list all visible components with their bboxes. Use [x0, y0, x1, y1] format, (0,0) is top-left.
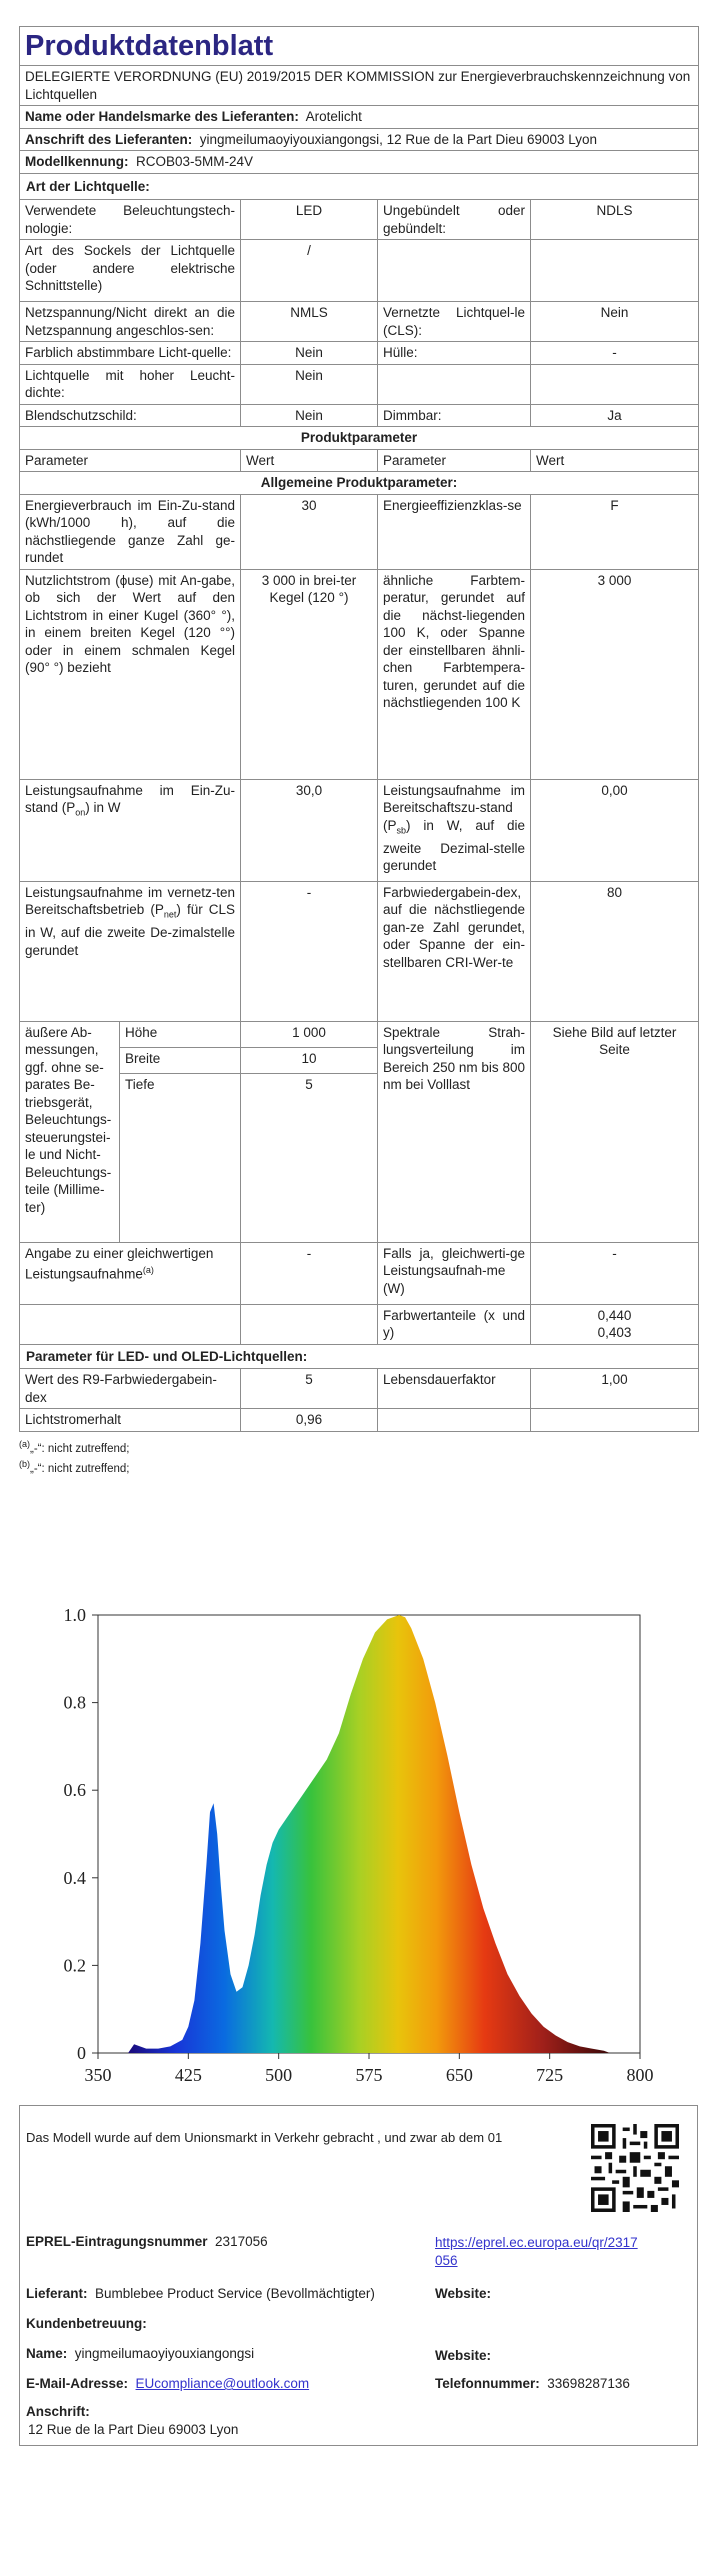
- type-row: Farblich abstimmbare Licht-quelle: Nein Hülle: -: [20, 342, 699, 365]
- footnote: $^{(b)}$„-“: nicht zutreffend;: [19, 1459, 130, 1476]
- type-row: Art des Sockels der Lichtquelle (oder andere elektrische Schnittstelle) /: [20, 240, 699, 302]
- name-row: Name: yingmeilumaoyiyouxiangongsi: [26, 2346, 255, 2361]
- x-axis: [85, 2053, 654, 2085]
- phone-row: Telefonnummer: 33698287136: [435, 2376, 630, 2391]
- y-tick-label: 1.0: [63, 1605, 86, 1625]
- x-tick-label: 350: [84, 2065, 112, 2085]
- param-row: Wert des R9-Farbwiedergabein-dex 5 Lebensdauerfaktor 1,00: [20, 1369, 699, 1409]
- led-params-title: Parameter für LED- und OLED-Lichtquellen:: [20, 1344, 699, 1369]
- param-row: Angabe zu einer gleichwertigen Leistungsaufnahme$^{(a)}$ - Falls ja, gleichwerti-ge Leistungsaufnah-me (W) -: [20, 1242, 699, 1304]
- footnotes: [19, 1436, 698, 1478]
- param-row: Farbwertanteile (x und y) 0,440 0,403: [20, 1304, 699, 1344]
- dimensions-label: äußere Ab-messungen, ggf. ohne se-parates Be-triebsgerät, Beleuchtungs-steuerungstei-le und Nicht-Beleuchtungs-teile (Millime-ter): [20, 1022, 120, 1242]
- eprel-row: EPREL-Eintragungsnummer 2317056: [26, 2234, 268, 2249]
- type-row: Lichtquelle mit hoher Leucht-dichte: Nein: [20, 364, 699, 404]
- width-value: 10: [241, 1048, 377, 1074]
- x-tick-label: 575: [355, 2065, 383, 2085]
- dimensions-row: äußere Ab-messungen, ggf. ohne se-parates Be-triebsgerät, Beleuchtungs-steuerungstei-le und Nicht-Beleuchtungs-teile (Millime-ter) Höhe Breite Tiefe 1 000 10 5 Spektrale Strah-lungsverteilung im Bereich 250 nm bis 800 nm bei Volllast Siehe Bild auf letzter Seite: [20, 1021, 699, 1242]
- address-label: Anschrift:: [26, 2404, 90, 2419]
- type-row: Blendschutzschild: Nein Dimmbar: Ja: [20, 404, 699, 427]
- email-row: E-Mail-Adresse: EUcompliance@outlook.com: [26, 2376, 310, 2391]
- y-tick-label: 0: [77, 2043, 86, 2063]
- y-tick-label: 0.6: [63, 1780, 86, 1801]
- param-row: Leistungsaufnahme im Ein-Zu-stand $(P_{on})$ in W 30,0 Leistungsaufnahme im Bereitschaftszu-stand $(P_{sb})$ in W, auf die zweite Dezimal-stelle gerundet 0,00: [20, 779, 699, 881]
- supplier-address-row: Anschrift des Lieferanten: yingmeilumaoyiyouxiangongsi, 12 Rue de la Part Dieu 69003 Lyon: [20, 128, 699, 151]
- customer-service-label: Kundenbetreuung:: [26, 2316, 147, 2331]
- param-row: Nutzlichtstrom (ϕuse) mit An-gabe, ob sich der Wert auf den Lichtstrom in einer Kugel (360° °), in einem breiten Kegel (120 °°) oder in einem schmalen Kegel (90° °) bezieht 3 000 in brei-ter Kegel (120 °) ähnliche Farbtem-peratur, gerundet auf die nächst-liegenden 100 K, oder Spanne der einstellbaren ähnli-chen Farbtempera-turen, gerundet auf die nächstliegenden 100 K 3 000: [20, 569, 699, 779]
- x-tick-label: 500: [265, 2065, 293, 2085]
- type-row: Netzspannung/Nicht direkt an die Netzspannung angeschlos-sen: NMLS Vernetzte Lichtquel-le (CLS): Nein: [20, 302, 699, 342]
- supplier-name-row: Name oder Handelsmarke des Lieferanten: Arotelicht: [20, 106, 699, 129]
- general-params-title: Allgemeine Produktparameter:: [20, 472, 699, 495]
- page-title: Produktdatenblatt: [20, 27, 699, 66]
- regulation-text: DELEGIERTE VERORDNUNG (EU) 2019/2015 DER KOMMISSION zur Energieverbrauchskennzeichnung von Lichtquellen: [20, 66, 699, 106]
- product-params-title: Produktparameter: [20, 427, 699, 450]
- y-axis: [64, 1605, 99, 2063]
- x-tick-label: 800: [626, 2065, 654, 2085]
- website-label: Website:: [435, 2286, 492, 2301]
- website-label: Website:: [435, 2348, 492, 2363]
- datasheet: [19, 26, 698, 1477]
- model-row: Modellkennung: RCOB03-5MM-24V: [20, 151, 699, 174]
- eprel-link[interactable]: https://eprel.ec.europa.eu/qr/2317056: [435, 2235, 638, 2268]
- x-tick-label: 725: [536, 2065, 564, 2085]
- spectrum-chart: [40, 1600, 680, 2090]
- y-tick-label: 0.4: [63, 1867, 86, 1888]
- qr-code-icon: [591, 2124, 679, 2212]
- height-value: 1 000: [241, 1022, 377, 1048]
- datasheet-table: [19, 26, 699, 1432]
- market-text: Das Modell wurde auf dem Unionsmarkt in Verkehr gebracht , und zwar ab dem 01: [26, 2130, 503, 2145]
- type-section-title: Art der Lichtquelle:: [20, 173, 699, 200]
- supplier-row: Lieferant: Bumblebee Product Service (Bevollmächtigter): [26, 2286, 375, 2301]
- y-tick-label: 0.2: [63, 1955, 86, 1976]
- header-row: Parameter Wert Parameter Wert: [20, 449, 699, 472]
- footnote: $^{(a)}$„-“: nicht zutreffend;: [19, 1438, 130, 1455]
- type-row: Verwendete Beleuchtungstech-nologie: LED Ungebündelt oder gebündelt: NDLS: [20, 200, 699, 240]
- email-link[interactable]: EUcompliance@outlook.com: [135, 2376, 310, 2391]
- x-tick-label: 650: [445, 2065, 473, 2085]
- x-tick-label: 425: [174, 2065, 202, 2085]
- y-tick-label: 0.8: [63, 1692, 86, 1713]
- param-row: Lichtstromerhalt 0,96: [20, 1409, 699, 1432]
- param-row: Energieverbrauch im Ein-Zu-stand (kWh/1000 h), auf die nächstliegende ganze Zahl ge-rundet 30 Energieeffizienzklas-se F: [20, 494, 699, 569]
- address-value: 12 Rue de la Part Dieu 69003 Lyon: [28, 2422, 239, 2437]
- depth-value: 5: [305, 1076, 313, 1092]
- param-row: Leistungsaufnahme im vernetz-ten Bereitschaftsbetrieb $(P_{net})$ für CLS in W, auf die zweite De-zimalstelle gerundet - Farbwiedergabein-dex, auf die nächstliegende gan-ze Zahl gerundet, oder Spanne der ein-stellbaren CRI-Wer-te 80: [20, 881, 699, 1021]
- info-box: [19, 2105, 698, 2446]
